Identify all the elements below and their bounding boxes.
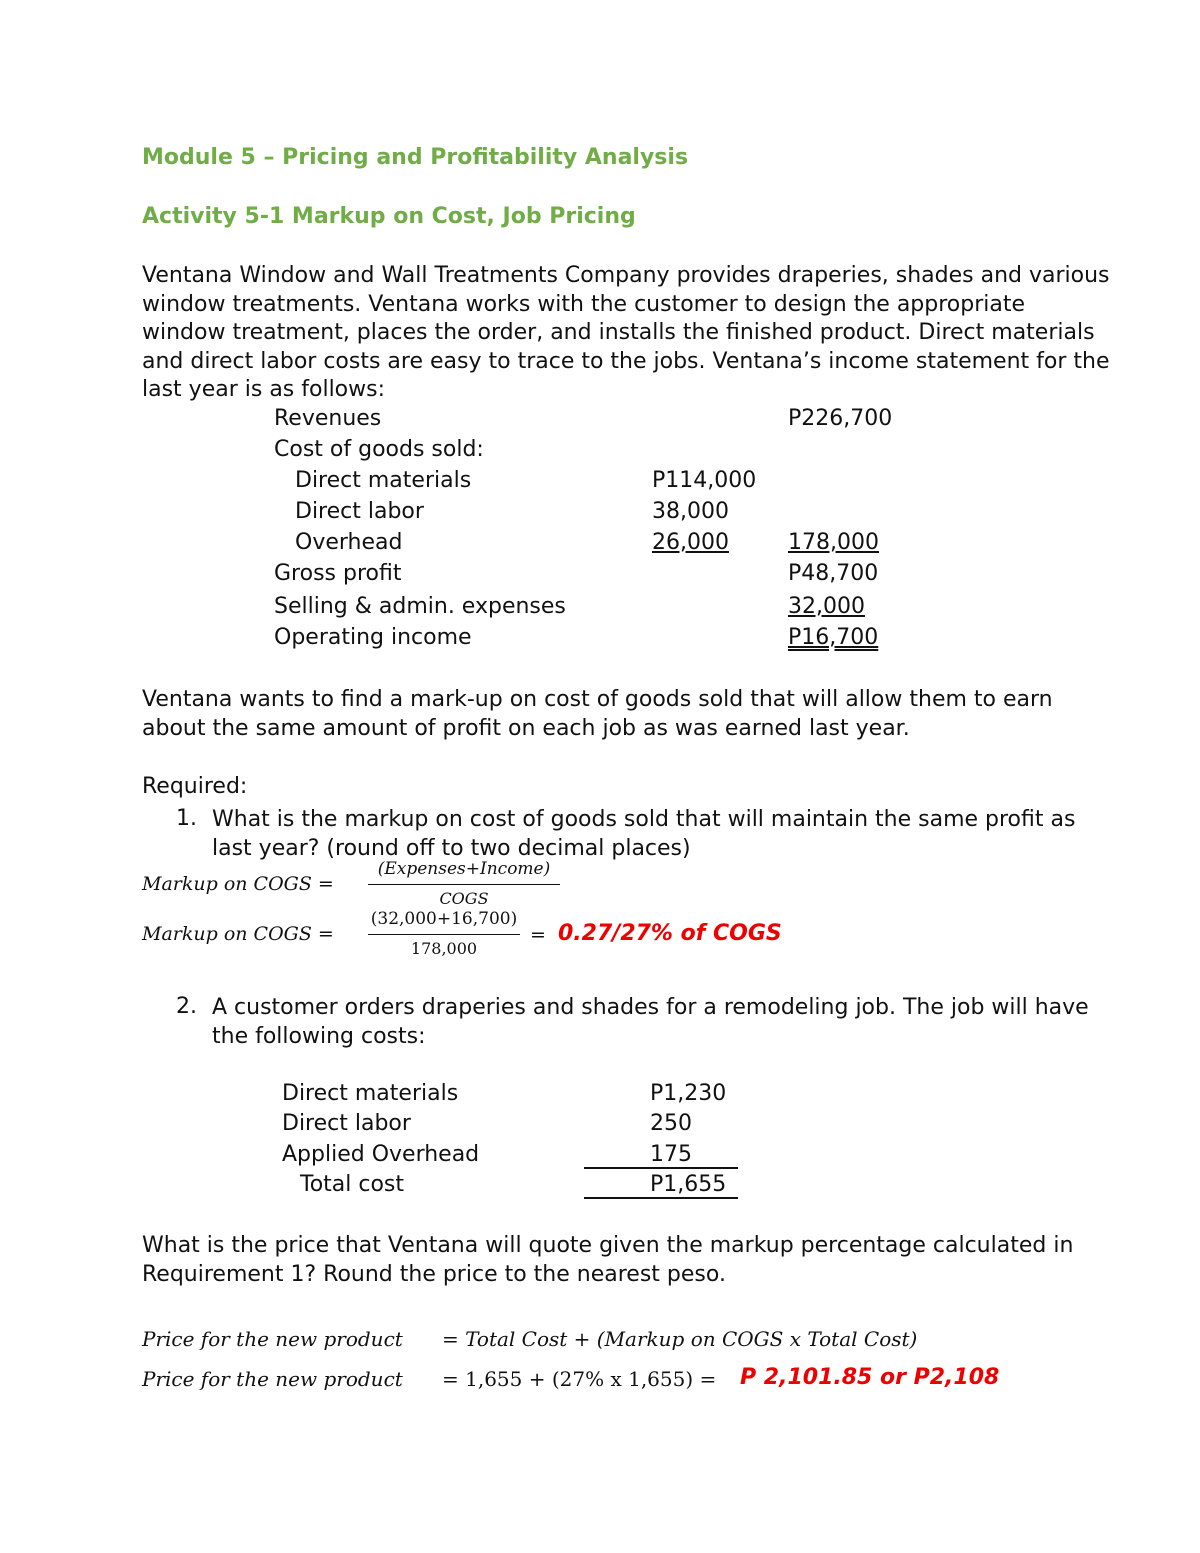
intro-line: and direct labor costs are easy to trace to the jobs. Ventana’s income statement for the: [142, 348, 1110, 374]
job-total-cost-amount: P1,655: [650, 1172, 727, 1197]
q2-text: [212, 994, 1089, 1051]
direct-labor-label: Direct labor: [295, 499, 424, 524]
operating-income-label: Operating income: [274, 625, 472, 650]
job-direct-materials-label: Direct materials: [282, 1081, 459, 1106]
activity-title: Activity 5-1 Markup on Cost, Job Pricing: [142, 204, 636, 229]
cogs-total: 178,000: [788, 530, 879, 555]
overhead-underline: [584, 1167, 738, 1169]
q2-line: the following costs:: [212, 1023, 426, 1049]
gross-profit-label: Gross profit: [274, 561, 402, 586]
price-formula2-lhs: Price for the new product: [142, 1367, 403, 1391]
formula1-lhs: Markup on COGS =: [142, 873, 334, 895]
price-question-line: What is the price that Ventana will quote given the markup percentage calculated in: [142, 1233, 1074, 1258]
direct-materials-label: Direct materials: [295, 468, 472, 493]
markup-intro-line: about the same amount of profit on each job as was earned last year.: [142, 715, 910, 741]
job-direct-materials-amount: P1,230: [650, 1081, 727, 1106]
job-direct-labor-label: Direct labor: [282, 1111, 411, 1136]
price-formula1-rhs: = Total Cost + (Markup on COGS x Total Cost): [442, 1327, 918, 1351]
q1-text: [212, 806, 1075, 863]
q1-number: 1.: [176, 806, 197, 831]
formula2-denominator: 178,000: [410, 939, 478, 958]
markup-intro-line: Ventana wants to find a mark-up on cost of goods sold that will allow them to earn: [142, 687, 1053, 712]
module-title: Module 5 – Pricing and Profitability Analysis: [142, 145, 689, 170]
formula2-fraction-bar: [368, 934, 520, 935]
formula2-lhs: Markup on COGS =: [142, 923, 334, 945]
formula2-equals: =: [530, 924, 546, 946]
direct-materials-amount: P114,000: [652, 468, 757, 493]
formula2-answer: 0.27/27% of COGS: [558, 921, 782, 946]
revenues-label: Revenues: [274, 406, 382, 431]
formula2-numerator: (32,000+16,700): [370, 909, 518, 929]
q1-line: last year? (round off to two decimal places): [212, 835, 691, 861]
overhead-amount: 26,000: [652, 530, 729, 555]
job-total-cost-label: Total cost: [300, 1172, 405, 1197]
price-formula2-rhs: = 1,655 + (27% x 1,655) =: [442, 1367, 717, 1391]
formula1-denominator: COGS: [439, 889, 489, 908]
revenues-total: P226,700: [788, 406, 893, 431]
direct-labor-amount: 38,000: [652, 499, 729, 524]
price-question-line: Requirement 1? Round the price to the nearest peso.: [142, 1261, 726, 1287]
markup-intro-paragraph: [142, 686, 1072, 743]
cogs-label: Cost of goods sold:: [274, 437, 484, 462]
operating-income-total: P16,700: [788, 625, 879, 650]
q2-number: 2.: [176, 994, 197, 1019]
intro-line: window treatment, places the order, and installs the finished product. Direct materials: [142, 320, 1095, 346]
formula1-numerator: (Expenses+Income): [377, 859, 551, 879]
formula1-fraction-bar: [368, 884, 560, 885]
total-cost-underline: [584, 1197, 738, 1199]
price-formula2-answer: P 2,101.85 or P2,108: [740, 1365, 1000, 1390]
price-formula1-lhs: Price for the new product: [142, 1327, 403, 1351]
q2-line: A customer orders draperies and shades for a remodeling job. The job will have: [212, 995, 1089, 1020]
job-applied-overhead-amount: 175: [650, 1142, 692, 1167]
price-question: [142, 1232, 1072, 1289]
job-applied-overhead-label: Applied Overhead: [282, 1142, 480, 1167]
q1-line: What is the markup on cost of goods sold that will maintain the same profit as: [212, 807, 1076, 832]
selling-admin-label: Selling & admin. expenses: [274, 594, 566, 619]
intro-line: last year is as follows:: [142, 377, 386, 403]
job-direct-labor-amount: 250: [650, 1111, 692, 1136]
overhead-label: Overhead: [295, 530, 403, 555]
intro-line: window treatments. Ventana works with the customer to design the appropriate: [142, 291, 1026, 317]
intro-line: Ventana Window and Wall Treatments Company provides draperies, shades and various: [142, 263, 1110, 288]
gross-profit-total: P48,700: [788, 561, 879, 586]
intro-paragraph: [142, 262, 1110, 405]
required-label: Required:: [142, 774, 248, 799]
selling-admin-total: 32,000: [788, 594, 865, 619]
